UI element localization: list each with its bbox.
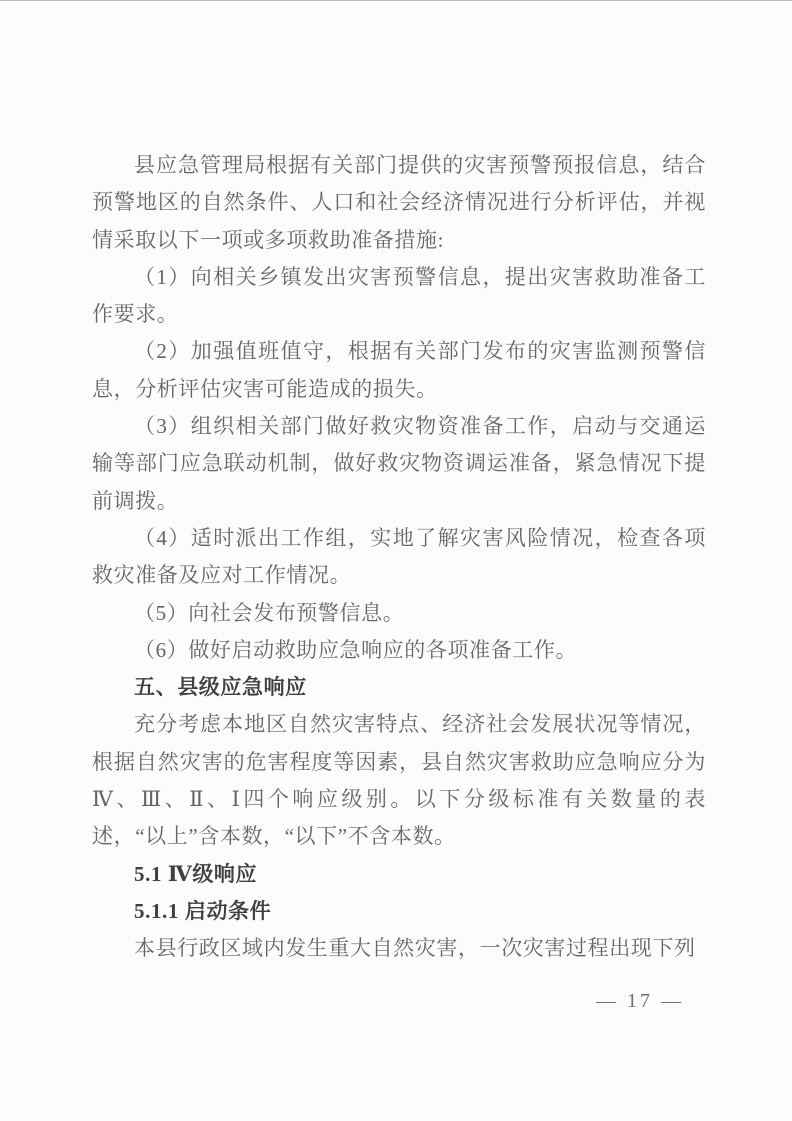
list-item-paragraph: （5）向社会发布预警信息。 [134,600,405,625]
body-paragraph: 本县行政区域内发生重大自然灾害，一次灾害过程出现下列 [134,936,696,961]
list-item-paragraph: （2）加强值班值守，根据有关部门发布的灾害监测预警信息，分析评估灾害可能造成的损失。 [92,339,706,401]
subsubsection-heading: 5.1.1 启动条件 [134,898,272,923]
list-item-paragraph: （4）适时派出工作组，实地了解灾害风险情况，检查各项救灾准备及应对工作情况。 [92,525,706,588]
subsection-heading: 5.1 Ⅳ级响应 [134,861,258,886]
section-heading: 五、县级应急响应 [134,675,307,700]
list-item-paragraph: （3）组织相关部门做好救灾物资准备工作，启动与交通运输等部门应急联动机制，做好救灾物资调运准备，紧急情况下提前调拨。 [92,414,706,513]
body-paragraph: 县应急管理局根据有关部门提供的灾害预警预报信息，结合预警地区的自然条件、人口和社会经济情况进行分析评估，并视情采取以下一项或多项救助准备措施: [92,153,706,252]
list-item-paragraph: （6）做好启动救助应急响应的各项准备工作。 [134,637,578,662]
list-item-paragraph: （1）向相关乡镇发出灾害预警信息，提出灾害救助准备工作要求。 [92,264,706,327]
page-number: — 17 — [596,990,684,1012]
document-body [92,147,706,968]
body-paragraph: 充分考虑本地区自然灾害特点、经济社会发展状况等情况，根据自然灾害的危害程度等因素，县自然灾害救助应急响应分为Ⅳ、Ⅲ、Ⅱ、Ⅰ四个响应级别。以下分级标准有关数量的表述，“以上”含本数，“以下”不含本数。 [92,712,706,849]
